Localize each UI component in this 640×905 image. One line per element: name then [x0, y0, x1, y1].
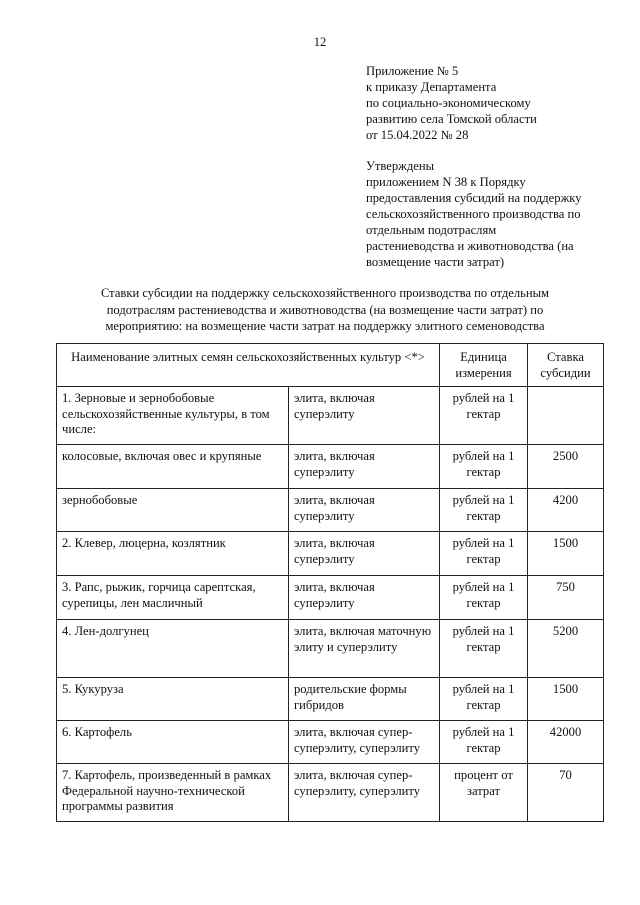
- cell-unit: рублей на 1 гектар: [440, 489, 528, 532]
- table-row: [57, 445, 604, 489]
- approved-block: [366, 158, 616, 270]
- cell-crop: 3. Рапс, рыжик, горчица сарептская, сурепицы, лен масличный: [57, 576, 289, 620]
- cell-crop: 4. Лен-долгунец: [57, 620, 289, 678]
- table-row: [57, 532, 604, 576]
- annex-line: по социально-экономическому: [366, 96, 531, 110]
- cell-category: элита, включая суперэлиту: [289, 387, 440, 445]
- cell-unit: процент от затрат: [440, 764, 528, 822]
- title-line: Ставки субсидии на поддержку сельскохозяйственного производства по отдельным: [100, 286, 550, 300]
- approved-line: предоставления субсидий на поддержку: [366, 191, 582, 205]
- page-number: 12: [313, 35, 327, 49]
- cell-unit: рублей на 1 гектар: [440, 721, 528, 764]
- cell-rate: 1500: [528, 532, 604, 576]
- approved-line: приложением N 38 к Порядку: [366, 175, 526, 189]
- cell-unit: рублей на 1 гектар: [440, 620, 528, 678]
- header-unit: Единица измерения: [440, 344, 528, 387]
- cell-rate: 2500: [528, 445, 604, 489]
- cell-unit: рублей на 1 гектар: [440, 576, 528, 620]
- cell-crop: 1. Зерновые и зернобобовые сельскохозяйственные культуры, в том числе:: [57, 387, 289, 445]
- annex-line: от 15.04.2022 № 28: [366, 128, 469, 142]
- table-row: [57, 764, 604, 822]
- annex-line: развитию села Томской области: [366, 112, 537, 126]
- cell-rate: [528, 387, 604, 445]
- cell-crop: 5. Кукуруза: [57, 678, 289, 721]
- header-rate: Ставка субсидии: [528, 344, 604, 387]
- approved-line: сельскохозяйственного производства по: [366, 207, 581, 221]
- cell-rate: 5200: [528, 620, 604, 678]
- table-row: [57, 489, 604, 532]
- cell-category: элита, включая супер-суперэлиту, суперэлиту: [289, 721, 440, 764]
- approved-line: отдельным подотраслям: [366, 223, 497, 237]
- approved-line: Утверждены: [366, 159, 435, 173]
- cell-crop: колосовые, включая овес и крупяные: [57, 445, 289, 489]
- approved-line: растениеводства и животноводства (на: [366, 239, 574, 253]
- cell-category: родительские формы гибридов: [289, 678, 440, 721]
- cell-unit: рублей на 1 гектар: [440, 387, 528, 445]
- cell-category: элита, включая суперэлиту: [289, 489, 440, 532]
- cell-rate: 42000: [528, 721, 604, 764]
- cell-rate: 70: [528, 764, 604, 822]
- table-row: [57, 387, 604, 445]
- annex-line: Приложение № 5: [366, 64, 459, 78]
- cell-crop: 6. Картофель: [57, 721, 289, 764]
- annex-block: [366, 63, 616, 143]
- cell-unit: рублей на 1 гектар: [440, 678, 528, 721]
- title-line: подотраслям растениеводства и животноводства (на возмещение части затрат) по: [106, 302, 544, 317]
- cell-category: элита, включая суперэлиту: [289, 445, 440, 489]
- table-row: [57, 576, 604, 620]
- title-line: мероприятию: на возмещение части затрат на поддержку элитного семеноводства: [105, 319, 545, 333]
- cell-category: элита, включая суперэлиту: [289, 576, 440, 620]
- cell-unit: рублей на 1 гектар: [440, 445, 528, 489]
- cell-crop: 7. Картофель, произведенный в рамках Федеральной научно-технической программы развития: [57, 764, 289, 822]
- cell-rate: 750: [528, 576, 604, 620]
- cell-category: элита, включая суперэлиту: [289, 532, 440, 576]
- table-row: [57, 678, 604, 721]
- subsidy-rates-table: [56, 343, 604, 822]
- annex-line: к приказу Департамента: [366, 80, 497, 94]
- cell-crop: 2. Клевер, люцерна, козлятник: [57, 532, 289, 576]
- approved-line: возмещение части затрат): [366, 255, 505, 269]
- header-crop-name: Наименование элитных семян сельскохозяйственных культур <*>: [57, 344, 440, 387]
- cell-rate: 4200: [528, 489, 604, 532]
- table-header-row: [57, 344, 604, 387]
- cell-unit: рублей на 1 гектар: [440, 532, 528, 576]
- table-row: [57, 620, 604, 678]
- table-row: [57, 721, 604, 764]
- cell-rate: 1500: [528, 678, 604, 721]
- cell-crop: зернобобовые: [57, 489, 289, 532]
- cell-category: элита, включая супер-суперэлиту, суперэлиту: [289, 764, 440, 822]
- cell-category: элита, включая маточную элиту и суперэлиту: [289, 620, 440, 678]
- document-title: [60, 285, 590, 335]
